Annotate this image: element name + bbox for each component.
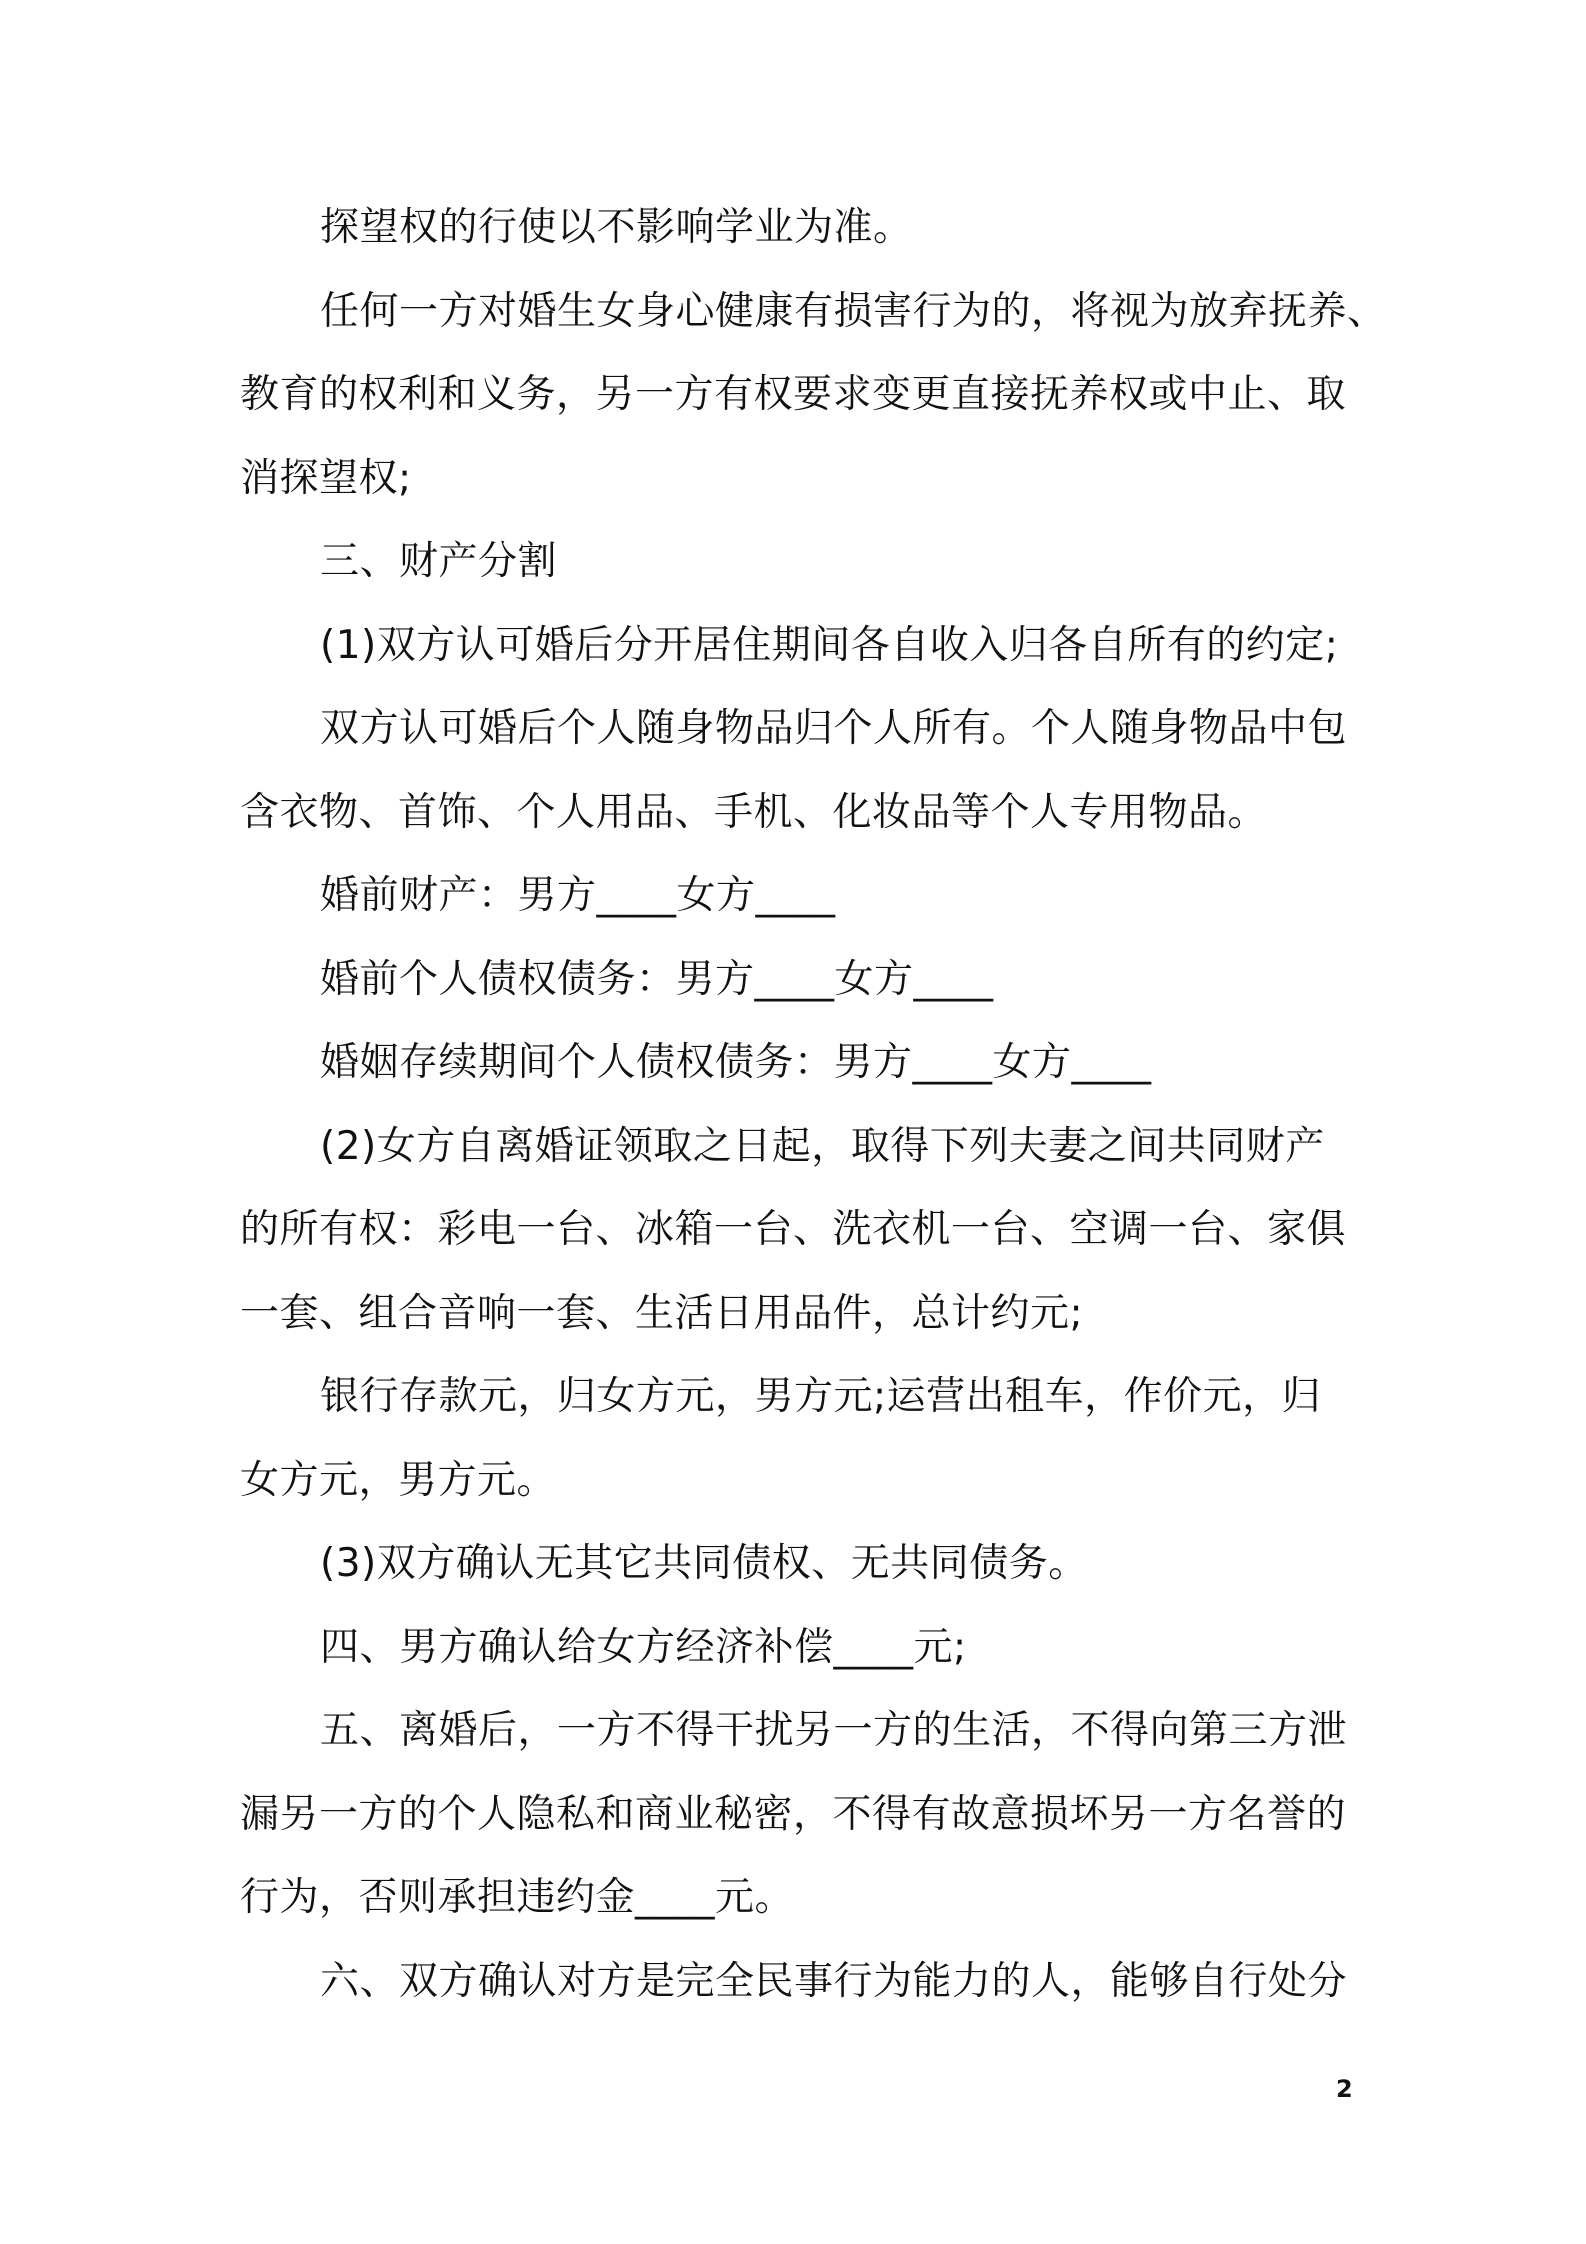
paragraph-line: 的所有权：彩电一台、冰箱一台、洗衣机一台、空调一台、家俱 xyxy=(240,1207,1347,1252)
paragraph-line: (2)女方自离婚证领取之日起，取得下列夫妻之间共同财产 xyxy=(320,1123,1325,1169)
paragraph-line: (1)双方认可婚后分开居住期间各自收入归各自所有的约定; xyxy=(320,622,1339,668)
paragraph-line: 消探望权; xyxy=(240,455,412,501)
section-heading: 三、财产分割 xyxy=(320,539,558,584)
document-body xyxy=(240,186,1387,2023)
section-heading: 六、双方确认对方是完全民事行为能力的人，能够自行处分 xyxy=(320,1958,1348,2004)
paragraph-line: 探望权的行使以不影响学业为准。 xyxy=(320,205,913,250)
paragraph-line: 含衣物、首饰、个人用品、手机、化妆品等个人专用物品。 xyxy=(240,789,1268,835)
paragraph-line: 婚前个人债权债务：男方____女方____ xyxy=(320,956,994,1002)
section-heading: 五、离婚后，一方不得干扰另一方的生活，不得向第三方泄 xyxy=(320,1708,1348,1753)
paragraph-line: 行为，否则承担违约金____元。 xyxy=(240,1875,795,1920)
page-number: 2 xyxy=(1336,2075,1353,2103)
paragraph-line: 婚前财产：男方____女方____ xyxy=(320,873,836,918)
paragraph-line: 银行存款元，归女方元，男方元;运营出租车，作价元，归 xyxy=(320,1374,1322,1419)
paragraph-line: 任何一方对婚生女身心健康有损害行为的，将视为放弃抚养、 xyxy=(320,288,1387,334)
paragraph-line: 漏另一方的个人隐私和商业秘密，不得有故意损坏另一方名誉的 xyxy=(240,1791,1347,1837)
paragraph-line: 女方元，男方元。 xyxy=(240,1457,557,1503)
paragraph-line: 双方认可婚后个人随身物品归个人所有。个人随身物品中包 xyxy=(320,706,1348,751)
section-heading: 四、男方确认给女方经济补偿____元; xyxy=(320,1624,967,1670)
paragraph-line: (3)双方确认无其它共同债权、无共同债务。 xyxy=(320,1541,1088,1586)
paragraph-line: 婚姻存续期间个人债权债务：男方____女方____ xyxy=(320,1040,1152,1085)
paragraph-line: 一套、组合音响一套、生活日用品件，总计约元; xyxy=(240,1290,1084,1336)
paragraph-line: 教育的权利和义务，另一方有权要求变更直接抚养权或中止、取 xyxy=(240,372,1347,417)
